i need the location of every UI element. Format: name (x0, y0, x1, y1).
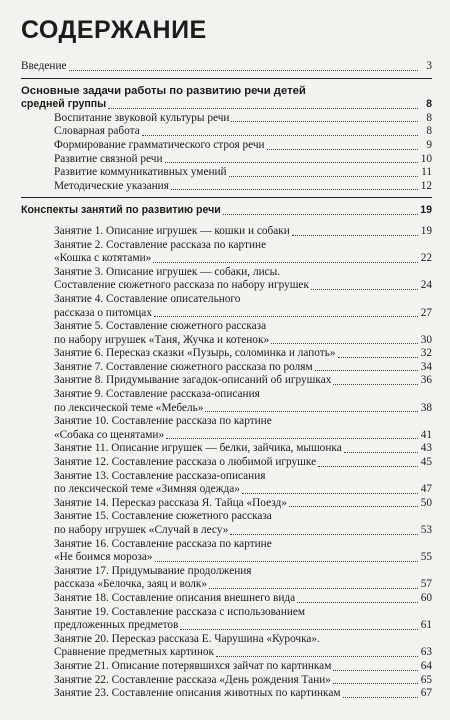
entry-text: «Кошка с котятами» (54, 252, 152, 265)
entry-text: предложенных предметов (54, 619, 179, 632)
toc-entry (21, 307, 432, 321)
dot-leader (180, 629, 418, 630)
entry-page: 38 (420, 401, 432, 414)
dot-leader (289, 506, 418, 507)
toc-entry-line: Занятие 15. Составление сюжетного рассказа (54, 510, 272, 523)
section-heading-1 (21, 98, 432, 112)
dot-leader (318, 466, 418, 467)
dot-leader (343, 697, 418, 698)
entry-page: 12 (420, 179, 432, 192)
entry-text: Занятие 14. Пересказ рассказа Я. Тайца «Поезд» (54, 496, 287, 509)
dot-leader (216, 656, 418, 657)
toc-entry (21, 347, 432, 361)
entry-page: 34 (420, 360, 432, 373)
entry-text: Конспекты занятий по развитию речи (21, 204, 221, 217)
dot-leader (166, 438, 418, 439)
entry-page: 61 (420, 619, 432, 632)
entry-text: Занятие 8. Придумывание загадок-описаний об игрушках (54, 374, 332, 387)
entry-text: средней группы (21, 98, 107, 111)
dot-leader (338, 357, 418, 358)
dot-leader (155, 561, 419, 562)
toc-entry (21, 139, 432, 153)
dot-leader (333, 683, 418, 684)
toc-entry-line: Занятие 2. Составление рассказа по картине (54, 238, 267, 251)
toc-entry (21, 252, 432, 266)
dot-leader (271, 343, 418, 344)
entry-page: 47 (420, 483, 432, 496)
spacer (21, 218, 432, 225)
entry-page: 11 (421, 166, 432, 179)
toc-entry (21, 687, 432, 701)
entry-page: 8 (426, 125, 432, 138)
dot-leader (230, 534, 418, 535)
toc-entry-line: Занятие 4. Составление описательного (54, 292, 241, 305)
entry-page: 22 (420, 252, 432, 265)
entry-text: «Не боимся мороза» (54, 551, 153, 564)
entry-text: Развитие коммуникативных умений (54, 166, 227, 179)
section-1-items (21, 112, 432, 194)
entry-text: Словарная работа (54, 125, 140, 138)
toc-entry (21, 578, 432, 592)
entry-page: 43 (420, 442, 432, 455)
entry-text: Занятие 18. Составление описания внешнего вида (54, 591, 296, 604)
dot-leader (142, 135, 418, 136)
entry-text: рассказа о питомцах (54, 306, 152, 319)
dot-leader (267, 149, 418, 150)
entry-text: Составление сюжетного рассказа по набору игрушек (54, 279, 309, 292)
entry-page: 41 (420, 428, 432, 441)
entry-page: 53 (420, 524, 432, 536)
toc-entry (21, 497, 432, 511)
dot-leader (209, 588, 418, 589)
dot-leader (165, 162, 419, 163)
entry-text: Занятие 1. Описание игрушек — кошки и собаки (54, 224, 290, 237)
dot-leader (231, 121, 418, 122)
dot-leader (292, 235, 418, 236)
entry-text: Сравнение предметных картинок (54, 646, 215, 659)
dot-leader (153, 262, 418, 263)
dot-leader (205, 411, 418, 412)
entry-page: 3 (426, 60, 432, 72)
entry-page: 19 (420, 204, 432, 217)
dot-leader (154, 316, 418, 317)
entry-page: 8 (426, 98, 432, 111)
toc-entry-line: Занятие 9. Составление рассказа-описания (54, 388, 260, 401)
dot-leader (171, 189, 418, 190)
toc-entry-line: Занятие 3. Описание игрушек — собаки, лисы. (54, 265, 281, 278)
entry-text: Развитие связной речи (54, 152, 163, 165)
dot-leader (223, 214, 418, 215)
dot-leader (297, 602, 418, 603)
toc-entry (21, 180, 432, 194)
entry-text: Занятие 23. Составление описания животных по картинкам (54, 687, 341, 700)
entry-text: «Собака со щенятами» (54, 428, 165, 441)
section-2-items (21, 225, 432, 701)
entry-page: 67 (420, 687, 432, 700)
toc-entry (21, 646, 432, 660)
entry-text: Формирование грамматического строя речи (54, 138, 265, 151)
toc-entry (21, 429, 432, 443)
dot-leader (344, 452, 418, 453)
toc-entry (21, 334, 432, 348)
toc-entry (21, 361, 432, 375)
toc-entry (21, 225, 432, 239)
toc-entry-line: Занятие 13. Составление рассказа-описания (54, 469, 266, 482)
entry-page: 64 (420, 659, 432, 672)
entry-page: 32 (420, 347, 432, 360)
section-heading-line1: Основные задачи работы по развитию речи детей (21, 84, 306, 97)
entry-text: Занятие 7. Составление сюжетного рассказа по ролям (54, 360, 313, 373)
page-title: СОДЕРЖАНИЕ (21, 16, 207, 44)
entry-text: по набору игрушек «Случай в лесу» (54, 524, 229, 536)
dot-leader (315, 370, 418, 371)
toc-entry-line: Занятие 20. Пересказ рассказа Е. Чарушина «Курочка». (54, 632, 320, 645)
divider (21, 78, 432, 79)
entry-text: по набору игрушек «Таня, Жучка и котенок» (54, 333, 270, 346)
toc-entry (21, 442, 432, 456)
entry-text: Занятие 21. Описание потерявшихся зайчат по картинкам (54, 659, 332, 672)
entry-page: 57 (420, 578, 432, 591)
toc-entry-line: Занятие 16. Составление рассказа по картине (54, 537, 272, 550)
toc-entry (21, 279, 432, 293)
toc-entry (21, 456, 432, 470)
toc-entry (21, 153, 432, 167)
divider (21, 197, 432, 198)
entry-text: Занятие 11. Описание игрушек — белки, зайчика, мышонка (54, 442, 342, 455)
toc-entry (21, 374, 432, 388)
toc-entry (21, 112, 432, 126)
entry-page: 60 (420, 591, 432, 604)
toc-entry (21, 166, 432, 180)
entry-text: Занятие 6. Пересказ сказки «Пузырь, соломинка и лапоть» (54, 347, 336, 360)
entry-page: 27 (420, 306, 432, 319)
entry-text: по лексической теме «Зимняя одежда» (54, 483, 240, 496)
entry-page: 50 (420, 496, 432, 509)
entry-page: 9 (426, 138, 432, 151)
toc-entry (21, 619, 432, 633)
toc-entry (21, 592, 432, 606)
dot-leader (229, 176, 418, 177)
toc-entry (21, 674, 432, 688)
entry-page: 8 (426, 111, 432, 124)
entry-page: 19 (420, 224, 432, 237)
entry-text: Введение (21, 60, 67, 72)
entry-page: 63 (420, 646, 432, 659)
toc-entry-line: Занятие 19. Составление рассказа с использованием (54, 605, 306, 618)
toc-entry-line: Занятие 5. Составление сюжетного рассказа (54, 320, 267, 333)
entry-page: 10 (420, 152, 432, 165)
entry-text: по лексической теме «Мебель» (54, 401, 204, 414)
toc-entry-line: Занятие 10. Составление рассказа по картине (54, 415, 272, 428)
dot-leader (311, 289, 418, 290)
entry-text: Методические указания (54, 179, 169, 192)
entry-page: 30 (420, 333, 432, 346)
dot-leader (69, 70, 418, 71)
entry-page: 45 (420, 456, 432, 469)
toc-entry (21, 660, 432, 674)
entry-text: Занятие 22. Составление рассказа «День рождения Тани» (54, 673, 331, 686)
toc-entry (21, 402, 432, 416)
toc-entry (21, 125, 432, 139)
section-heading-2 (21, 204, 432, 218)
dot-leader (108, 108, 418, 109)
dot-leader (333, 384, 418, 385)
table-of-contents (21, 60, 432, 701)
entry-page: 36 (420, 374, 432, 387)
entry-text: Воспитание звуковой культуры речи (54, 111, 230, 124)
entry-page: 24 (420, 279, 432, 292)
dot-leader (333, 670, 418, 671)
toc-entry (21, 524, 432, 538)
entry-page: 55 (420, 551, 432, 564)
entry-text: Занятие 12. Составление рассказа о любимой игрушке (54, 456, 317, 469)
toc-entry-intro (21, 60, 432, 74)
entry-text: рассказа «Белочка, заяц и волк» (54, 578, 208, 591)
toc-entry-line: Занятие 17. Придумывание продолжения (54, 564, 252, 577)
toc-entry (21, 483, 432, 497)
entry-page: 65 (420, 673, 432, 686)
toc-entry (21, 551, 432, 565)
dot-leader (242, 493, 418, 494)
